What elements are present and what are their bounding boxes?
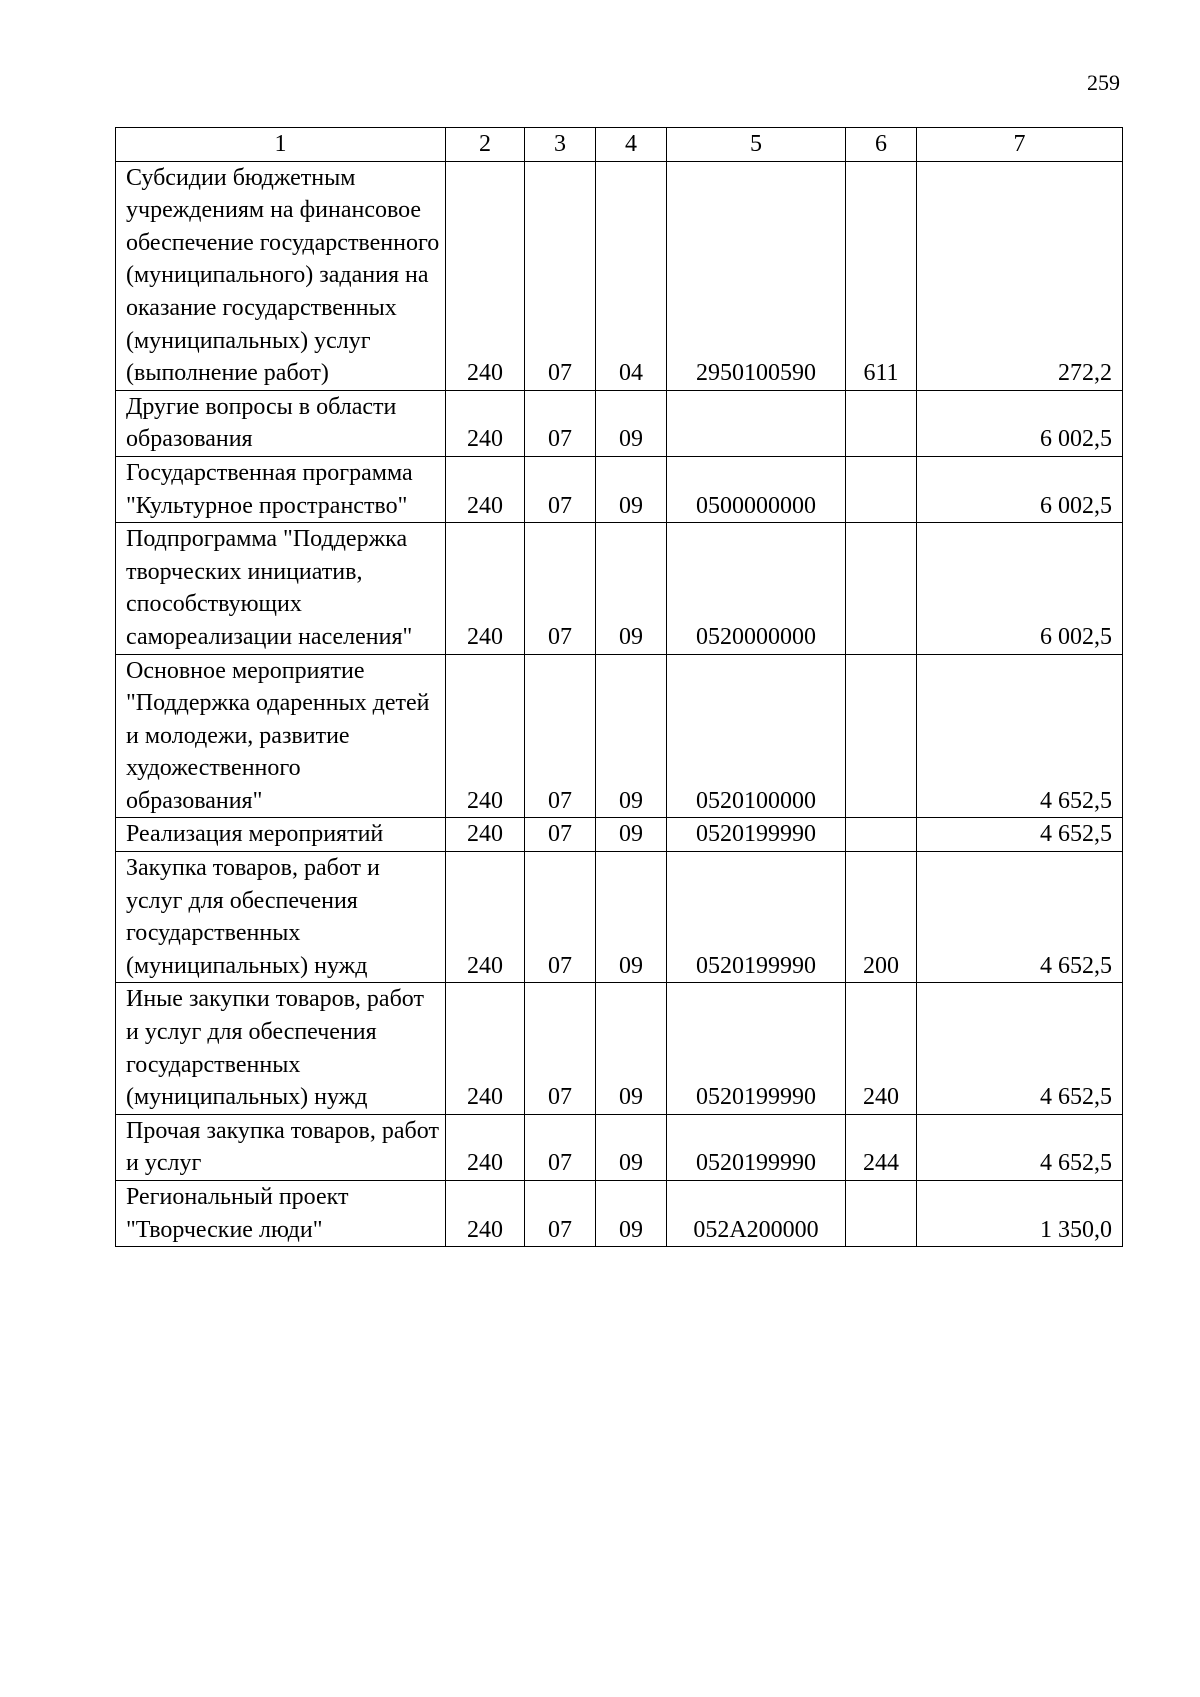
header-cell-1: 1 [116,128,446,162]
row-ved: 240 [446,654,525,818]
budget-table [115,127,1123,1247]
header-cell-7: 7 [917,128,1123,162]
row-ved: 240 [446,1114,525,1180]
row-pr: 04 [596,161,667,390]
row-rz: 07 [525,983,596,1114]
table-body [116,161,1123,1247]
row-pr: 09 [596,654,667,818]
row-sum: 6 002,5 [917,390,1123,456]
row-csr: 0520100000 [667,654,846,818]
header-row [116,128,1123,162]
row-csr: 0520199990 [667,818,846,852]
row-rz: 07 [525,818,596,852]
row-ved: 240 [446,1181,525,1247]
header-cell-3: 3 [525,128,596,162]
row-vr [846,456,917,522]
row-pr: 09 [596,390,667,456]
header-cell-2: 2 [446,128,525,162]
row-vr [846,654,917,818]
row-vr: 244 [846,1114,917,1180]
row-rz: 07 [525,523,596,654]
row-sum: 4 652,5 [917,818,1123,852]
table-row [116,1114,1123,1180]
row-ved: 240 [446,523,525,654]
row-pr: 09 [596,818,667,852]
row-sum: 6 002,5 [917,523,1123,654]
row-sum: 6 002,5 [917,456,1123,522]
row-csr: 0520199990 [667,1114,846,1180]
row-pr: 09 [596,456,667,522]
row-ved: 240 [446,161,525,390]
row-sum: 1 350,0 [917,1181,1123,1247]
row-rz: 07 [525,852,596,983]
row-pr: 09 [596,523,667,654]
row-name: Закупка товаров, работ и услуг для обеспечения государственных (муниципальных) нужд [116,852,446,983]
table-row [116,456,1123,522]
row-ved: 240 [446,818,525,852]
table-row [116,818,1123,852]
row-pr: 09 [596,983,667,1114]
row-name: Прочая закупка товаров, работ и услуг [116,1114,446,1180]
row-vr [846,390,917,456]
header-cell-6: 6 [846,128,917,162]
row-csr: 052A200000 [667,1181,846,1247]
row-name: Государственная программа "Культурное пространство" [116,456,446,522]
row-name: Подпрограмма "Поддержка творческих инициатив, способствующих самореализации населения" [116,523,446,654]
row-sum: 4 652,5 [917,852,1123,983]
table-row [116,654,1123,818]
row-pr: 09 [596,852,667,983]
row-csr: 0520199990 [667,983,846,1114]
row-sum: 272,2 [917,161,1123,390]
row-name: Другие вопросы в области образования [116,390,446,456]
row-csr: 0500000000 [667,456,846,522]
row-ved: 240 [446,390,525,456]
row-sum: 4 652,5 [917,983,1123,1114]
row-vr [846,818,917,852]
page-number: 259 [1087,70,1120,95]
row-ved: 240 [446,983,525,1114]
row-csr: 0520199990 [667,852,846,983]
row-ved: 240 [446,852,525,983]
row-rz: 07 [525,390,596,456]
row-name: Субсидии бюджетным учреждениям на финансовое обеспечение государственного (муниципального) задания на оказание государственных (муниципальных) услуг (выполнение работ) [116,161,446,390]
row-rz: 07 [525,654,596,818]
table-row [116,1181,1123,1247]
row-rz: 07 [525,1181,596,1247]
row-vr: 611 [846,161,917,390]
row-name: Иные закупки товаров, работ и услуг для обеспечения государственных (муниципальных) нужд [116,983,446,1114]
row-rz: 07 [525,1114,596,1180]
row-sum: 4 652,5 [917,654,1123,818]
row-csr: 2950100590 [667,161,846,390]
header-cell-4: 4 [596,128,667,162]
table-row [116,161,1123,390]
row-sum: 4 652,5 [917,1114,1123,1180]
table-header [116,128,1123,162]
row-name: Региональный проект "Творческие люди" [116,1181,446,1247]
header-cell-5: 5 [667,128,846,162]
row-vr: 240 [846,983,917,1114]
row-name: Основное мероприятие "Поддержка одаренных детей и молодежи, развитие художественного образования" [116,654,446,818]
row-ved: 240 [446,456,525,522]
table-row [116,983,1123,1114]
row-pr: 09 [596,1181,667,1247]
row-csr [667,390,846,456]
table-row [116,390,1123,456]
row-pr: 09 [596,1114,667,1180]
table-row [116,523,1123,654]
row-vr: 200 [846,852,917,983]
row-csr: 0520000000 [667,523,846,654]
row-vr [846,523,917,654]
row-rz: 07 [525,161,596,390]
table-row [116,852,1123,983]
row-name: Реализация мероприятий [116,818,446,852]
row-rz: 07 [525,456,596,522]
row-vr [846,1181,917,1247]
